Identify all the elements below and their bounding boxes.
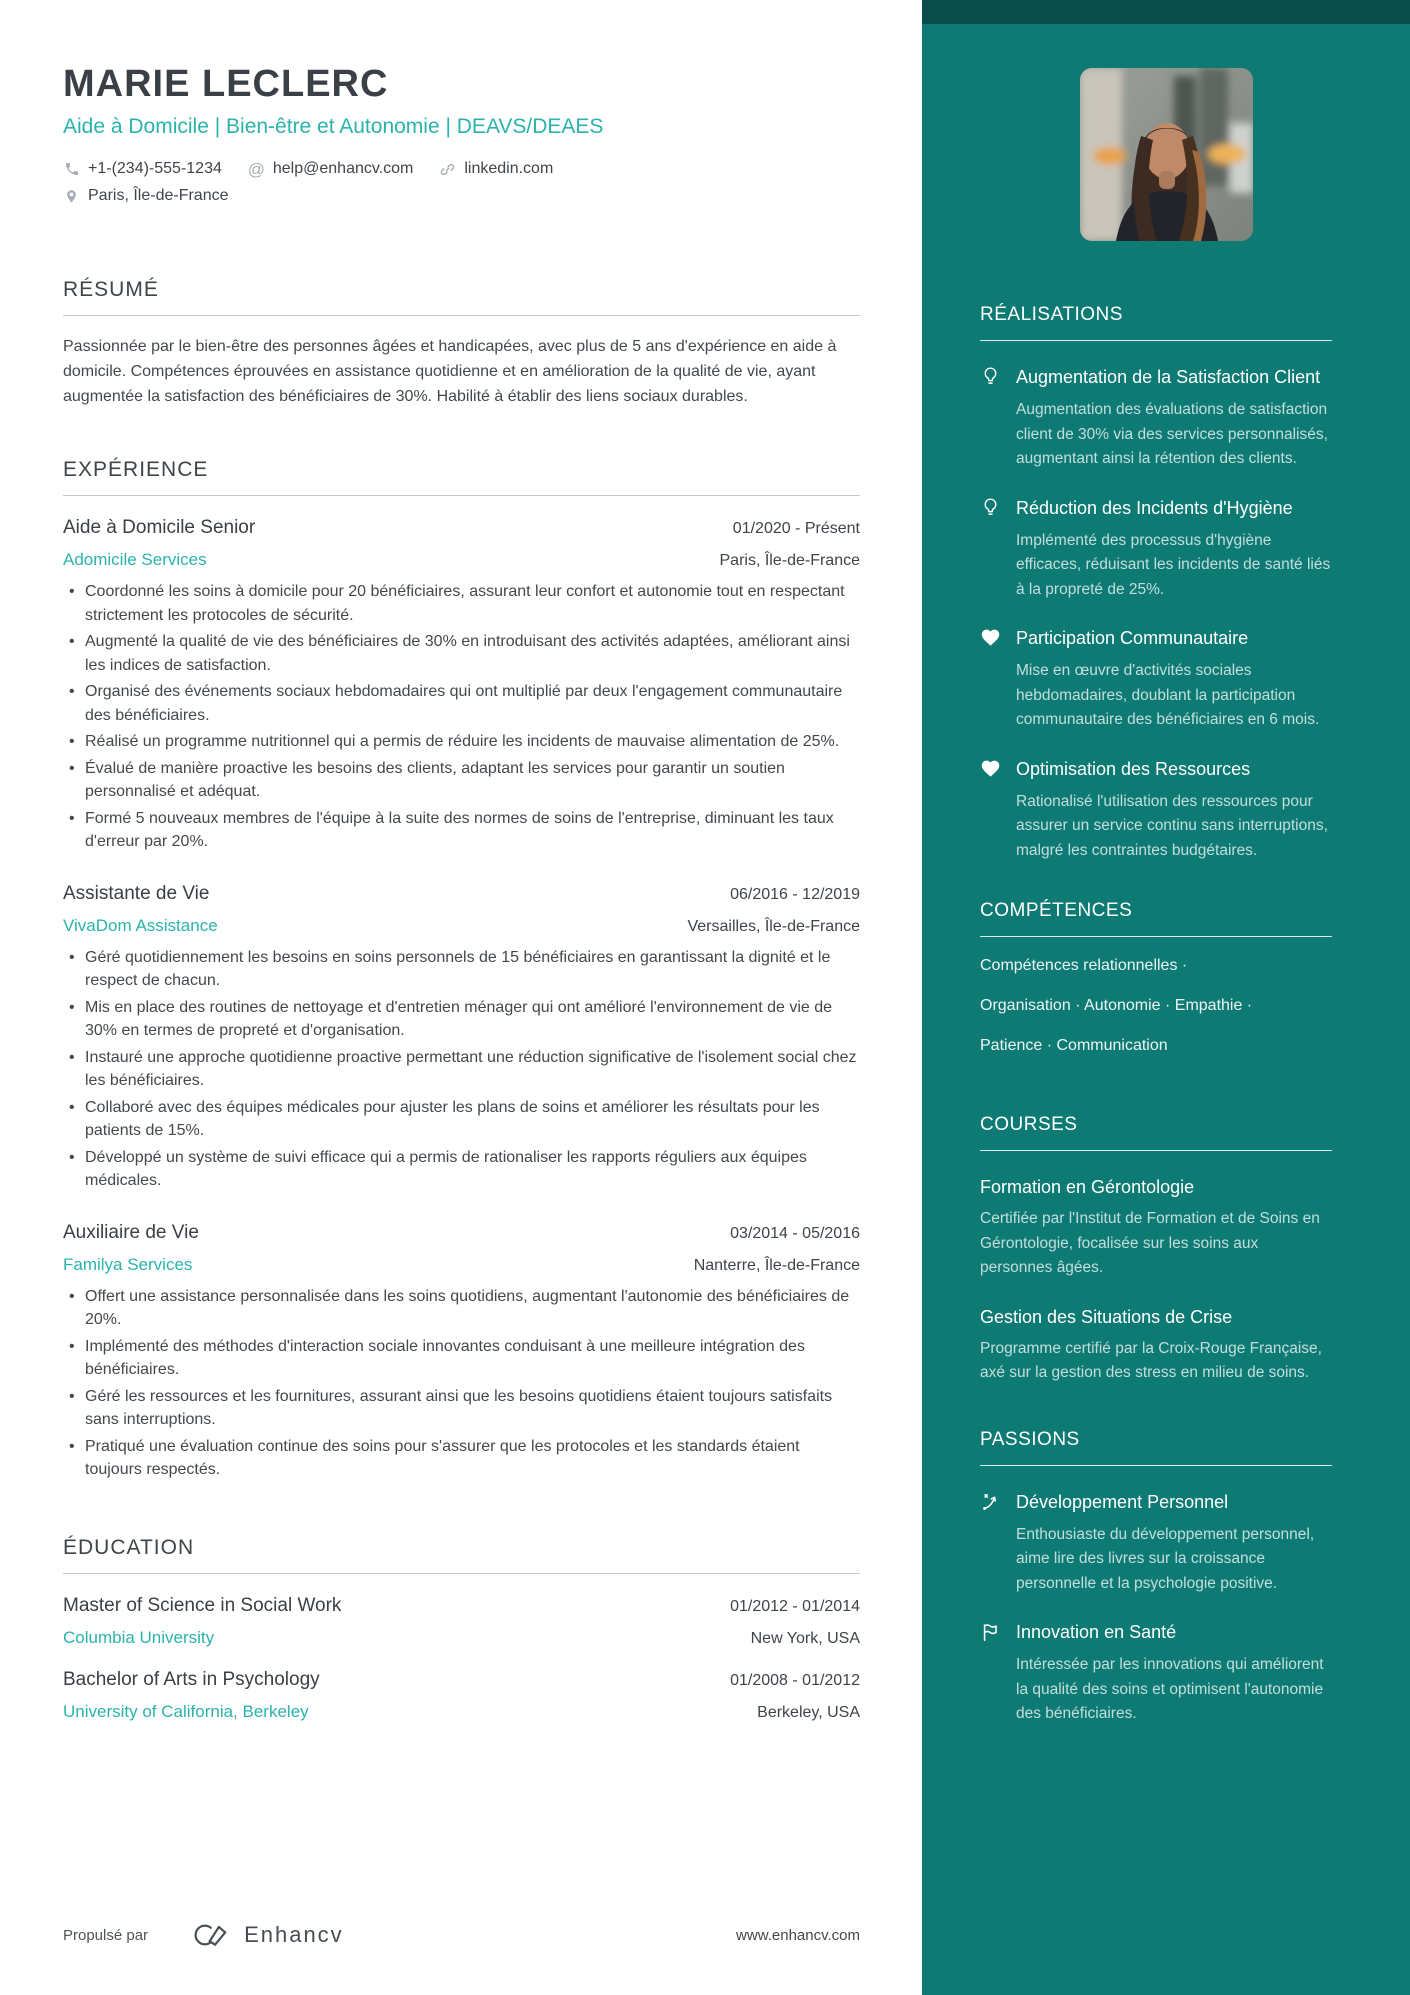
- sidebar: [922, 0, 1410, 1995]
- job-bullet: • Géré quotidiennement les besoins en soins personnels de 15 bénéficiaires en garantissant la dignité et le respect de chacun.: [63, 946, 860, 993]
- school-location: New York, USA: [750, 1629, 860, 1647]
- sidebar-top-band: [922, 0, 1410, 24]
- school-name: University of California, Berkeley: [63, 1701, 309, 1721]
- flag-icon: [980, 1620, 1016, 1727]
- degree-dates: 01/2008 - 01/2012: [730, 1671, 860, 1689]
- job-title: Auxiliaire de Vie: [63, 1221, 199, 1243]
- achievements-section: [922, 303, 1410, 863]
- section-divider: [63, 315, 860, 316]
- job-bullet: • Organisé des événements sociaux hebdomadaires qui ont multiplié par deux l'engagement communautaire des bénéficiaires.: [63, 680, 860, 727]
- school-location: Berkeley, USA: [757, 1703, 860, 1721]
- education-heading: ÉDUCATION: [63, 1535, 195, 1559]
- job-bullet: • Augmenté la qualité de vie des bénéficiaires de 30% en introduisant des activités adaptées, améliorant ainsi les indices de satisfaction.: [63, 630, 860, 677]
- achievement-item: [980, 365, 1332, 472]
- contact-row: [63, 160, 860, 178]
- job-bullet: • Offert une assistance personnalisée dans les soins quotidiens, augmentant l'autonomie des bénéficiaires de 20%.: [63, 1285, 860, 1332]
- experience-entry: [63, 516, 860, 854]
- experience-section: [63, 457, 860, 1485]
- sidebar-divider: [980, 936, 1332, 937]
- passions-section: [922, 1428, 1410, 1727]
- skill-line: Patience · Communication: [980, 1037, 1168, 1054]
- location-text: Paris, Île-de-France: [88, 187, 229, 204]
- sidebar-divider: [980, 1465, 1332, 1466]
- education-section: [63, 1535, 860, 1734]
- passion-title: Développement Personnel: [1016, 1491, 1229, 1512]
- job-location: Nanterre, Île-de-France: [693, 1256, 860, 1274]
- passions-heading: PASSIONS: [980, 1428, 1080, 1450]
- heart-icon: [980, 626, 1016, 733]
- achievements-heading: RÉALISATIONS: [980, 304, 1123, 325]
- job-title: Aide à Domicile Senior: [63, 517, 256, 538]
- job-bullet: • Développé un système de suivi efficace qui a permis de rationaliser les rapports réguliers aux équipes médicales.: [63, 1146, 860, 1193]
- enhancv-brand-name[interactable]: Enhancv: [244, 1922, 344, 1947]
- course-title: Gestion des Situations de Crise: [980, 1306, 1233, 1327]
- achievement-text: Augmentation des évaluations de satisfaction client de 30% via des services personnalisés, augmentant ainsi la rétention des clients.: [1016, 401, 1328, 467]
- skill-line: Organisation · Autonomie · Empathie ·: [980, 997, 1253, 1014]
- job-title: Assistante de Vie: [63, 882, 210, 904]
- phone-number: +1-(234)-555-1234: [88, 160, 222, 177]
- job-bullet: • Mis en place des routines de nettoyage et d'entretien ménager qui ont amélioré l'environnement de vie de 30% en termes de propreté et d'organisation.: [63, 996, 860, 1043]
- courses-section: [922, 1113, 1410, 1386]
- contact-row-2: [63, 187, 860, 205]
- course-item: [980, 1305, 1332, 1386]
- achievement-title: Augmentation de la Satisfaction Client: [1016, 367, 1321, 387]
- sidebar-divider: [980, 340, 1332, 341]
- achievement-item: [980, 757, 1332, 864]
- skills-section: [922, 899, 1410, 1057]
- lightbulb-icon: [980, 496, 1016, 603]
- job-location: Versailles, Île-de-France: [687, 917, 860, 935]
- education-entry: [63, 1668, 860, 1722]
- job-bullet: • Instauré une approche quotidienne proactive permettant une réduction significative de l'isolement social chez les bénéficiaires.: [63, 1046, 860, 1093]
- experience-entry: [63, 882, 860, 1193]
- degree-dates: 01/2012 - 01/2014: [730, 1597, 860, 1615]
- summary-text: Passionnée par le bien-être des personnes âgées et handicapées, avec plus de 5 ans d'expérience en aide à domicile. Compétences éprouvées en assistance quotidienne et en amélioration de la qualité de vie, ayant augmentée la satisfaction des bénéficiaires de 30%. Habilité à établir des liens sociaux durables.: [63, 338, 837, 405]
- job-company: VivaDom Assistance: [63, 915, 218, 935]
- school-name: Columbia University: [63, 1627, 215, 1647]
- job-company: Familya Services: [63, 1254, 193, 1274]
- at-icon: @: [247, 159, 266, 179]
- sidebar-divider: [980, 1150, 1332, 1151]
- location-contact: [63, 187, 229, 205]
- section-divider: [63, 1573, 860, 1574]
- job-dates: 06/2016 - 12/2019: [730, 885, 860, 903]
- job-bullet: • Coordonné les soins à domicile pour 20 bénéficiaires, assurant leur confort et autonomie tout en respectant strictement les protocoles de sécurité.: [63, 580, 860, 627]
- achievement-title: Participation Communautaire: [1016, 628, 1249, 648]
- job-company: Adomicile Services: [63, 550, 207, 569]
- job-location: Paris, Île-de-France: [719, 552, 860, 569]
- job-bullet: • Réalisé un programme nutritionnel qui a permis de réduire les incidents de mauvaise alimentation de 25%.: [63, 730, 860, 754]
- powered-by-label: Propulsé par: [63, 1926, 149, 1944]
- job-bullets: [63, 580, 860, 854]
- degree-title: Master of Science in Social Work: [63, 1594, 342, 1616]
- achievement-text: Implémenté des processus d'hygiène efficaces, réduisant les incidents de santé liés à la propreté de 25%.: [1016, 531, 1331, 598]
- courses-heading: COURSES: [980, 1114, 1078, 1135]
- person-name: MARIE LECLERC: [63, 63, 389, 105]
- achievement-item: [980, 626, 1332, 733]
- growth-arrow-icon: [980, 1490, 1016, 1597]
- job-dates: 01/2020 - Présent: [732, 520, 860, 537]
- heart-icon: [980, 757, 1016, 864]
- experience-entry: [63, 1221, 860, 1482]
- headline: Aide à Domicile | Bien-être et Autonomie | DEAVS/DEAES: [63, 115, 604, 138]
- passion-item: [980, 1490, 1332, 1597]
- job-bullet: • Implémenté des méthodes d'interaction sociale innovantes conduisant à une meilleure intégration des bénéficiaires.: [63, 1335, 860, 1382]
- job-bullets: [63, 1285, 860, 1482]
- location-pin-icon: [63, 188, 80, 205]
- achievement-text: Rationalisé l'utilisation des ressources pour assurer un service continu sans interruptions, malgré les contraintes budgétaires.: [1016, 792, 1328, 859]
- achievement-item: [980, 496, 1332, 603]
- passion-title: Innovation en Santé: [1016, 1622, 1177, 1642]
- achievement-title: Réduction des Incidents d'Hygiène: [1016, 497, 1293, 518]
- job-bullet: • Géré les ressources et les fournitures, assurant ainsi que les besoins quotidiens étaient toujours satisfaits sans interruptions.: [63, 1385, 860, 1432]
- job-bullet: • Formé 5 nouveaux membres de l'équipe à la suite des normes de soins de l'entreprise, diminuant les taux d'erreur par 20%.: [63, 807, 860, 854]
- phone-icon: [63, 161, 80, 178]
- job-bullet: • Collaboré avec des équipes médicales pour ajuster les plans de soins et améliorer les résultats pour les patients de 15%.: [63, 1096, 860, 1143]
- profile-photo: [1080, 68, 1253, 241]
- job-bullet: • Pratiqué une évaluation continue des soins pour s'assurer que les protocoles et les standards étaient toujours respectés.: [63, 1435, 860, 1482]
- job-bullets: [63, 946, 860, 1193]
- skills-heading: COMPÉTENCES: [980, 900, 1133, 921]
- achievement-title: Optimisation des Ressources: [1016, 758, 1251, 779]
- linkedin-contact[interactable]: [439, 160, 553, 178]
- experience-heading: EXPÉRIENCE: [63, 458, 209, 481]
- linkedin-url[interactable]: linkedin.com: [464, 160, 554, 177]
- achievement-text: Mise en œuvre d'activités sociales hebdomadaires, doublant la participation communautaire des bénéficiaires en 6 mois.: [1016, 662, 1320, 728]
- job-bullet: • Évalué de manière proactive les besoins des clients, adaptant les services pour garantir un soutien personnalisé et adéquat.: [63, 757, 860, 804]
- passion-text: Intéressée par les innovations qui améliorent la qualité des soins et optimisent l'autonomie des bénéficiaires.: [1016, 1656, 1324, 1722]
- skill-line: Compétences relationnelles ·: [980, 957, 1188, 974]
- resume-heading: RÉSUMÉ: [63, 278, 159, 301]
- degree-title: Bachelor of Arts in Psychology: [63, 1668, 320, 1690]
- passion-item: [980, 1620, 1332, 1727]
- course-text: Programme certifié par la Croix-Rouge Française, axé sur la gestion des stress en milieu de soins.: [980, 1339, 1322, 1381]
- phone-contact: [63, 160, 222, 178]
- section-divider: [63, 495, 860, 496]
- course-item: [980, 1175, 1332, 1281]
- job-dates: 03/2014 - 05/2016: [730, 1224, 860, 1242]
- link-icon: [439, 161, 456, 178]
- course-text: Certifiée par l'Institut de Formation et de Soins en Gérontologie, focalisée sur les soins aux personnes âgées.: [980, 1210, 1320, 1276]
- footer: [63, 1921, 860, 1949]
- email-address[interactable]: help@enhancv.com: [272, 160, 414, 177]
- enhancv-logo-icon[interactable]: [188, 1921, 232, 1949]
- education-entry: [63, 1594, 860, 1648]
- course-title: Formation en Gérontologie: [980, 1177, 1195, 1197]
- lightbulb-icon: [980, 365, 1016, 472]
- website-link[interactable]: www.enhancv.com: [736, 1926, 860, 1944]
- passion-text: Enthousiaste du développement personnel, aime lire des livres sur la croissance personnelle et la psychologie positive.: [1016, 1525, 1315, 1592]
- email-contact[interactable]: [248, 160, 413, 178]
- resume-section: [63, 277, 860, 409]
